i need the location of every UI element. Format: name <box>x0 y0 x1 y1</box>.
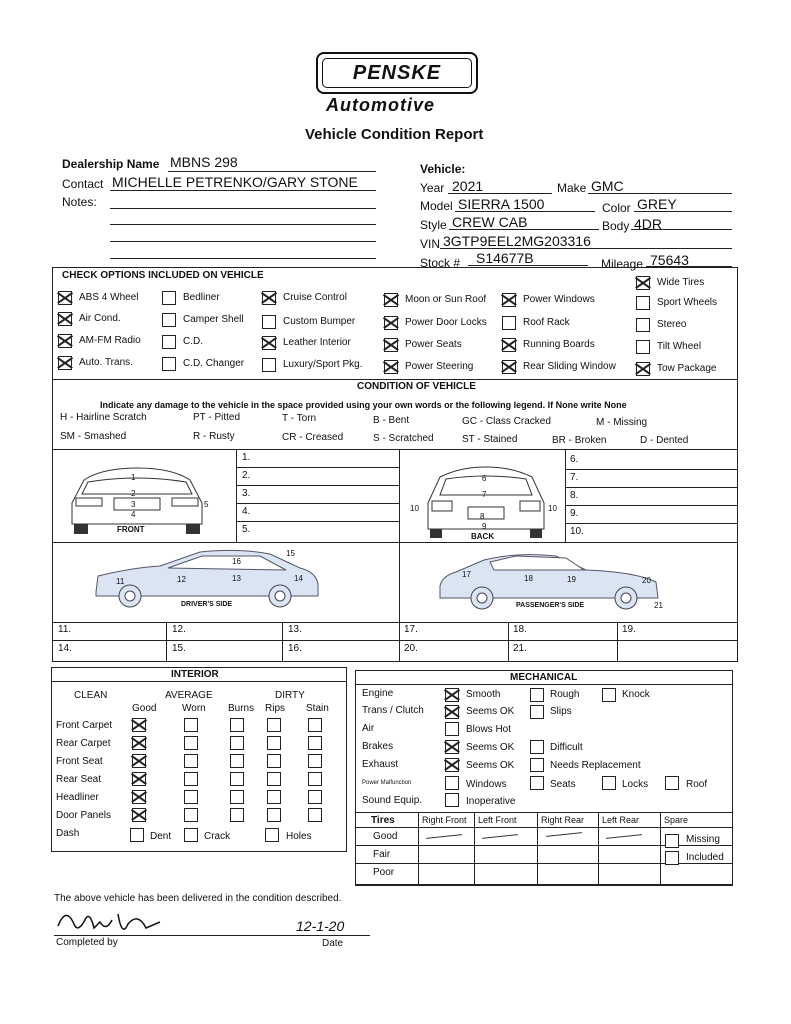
mech-knock: Knock <box>622 689 650 700</box>
back-mark-10-left: 10 <box>410 504 419 513</box>
contact-value[interactable]: MICHELLE PETRENKO/GARY STONE <box>112 174 358 190</box>
option-label-24: Tow Package <box>657 363 717 374</box>
tires-row-1: Fair <box>373 849 391 860</box>
options-title: CHECK OPTIONS INCLUDED ON VEHICLE <box>62 270 264 281</box>
mileage-value[interactable]: 75643 <box>650 252 689 268</box>
color-label: Color <box>602 201 631 215</box>
legend-item-10: ST - Stained <box>462 434 518 445</box>
option-label-22: Power Steering <box>405 361 474 372</box>
option-checkbox-18[interactable] <box>636 340 650 354</box>
passenger-side-diagram <box>436 550 662 610</box>
mech-air: Air <box>362 723 375 734</box>
interior-row-1: Rear Carpet <box>56 738 111 749</box>
spare-missing: Missing <box>686 834 720 845</box>
interior-box-3-2[interactable] <box>230 772 244 786</box>
interior-box-3-3[interactable] <box>267 772 281 786</box>
driver-mark-12: 12 <box>177 575 186 584</box>
mech-rough: Rough <box>550 689 580 700</box>
damage-num-3: 3. <box>242 488 251 499</box>
spare-missing-box[interactable] <box>665 834 679 848</box>
legend-item-1: PT - Pitted <box>193 412 241 423</box>
mech-smooth: Smooth <box>466 689 501 700</box>
interior-average: AVERAGE <box>165 690 213 701</box>
engine-rough-box[interactable] <box>530 688 544 702</box>
power-roof-box[interactable] <box>665 776 679 790</box>
body-label: Body <box>602 219 630 233</box>
damage-num-21: 21. <box>513 643 527 654</box>
date-label: Date <box>322 938 344 949</box>
front-mark-2: 2 <box>131 489 136 498</box>
option-checkbox-5[interactable] <box>636 276 650 290</box>
passenger-mark-20: 20 <box>642 576 651 585</box>
option-checkbox-20[interactable] <box>162 357 176 371</box>
damage-num-10: 10. <box>570 526 584 537</box>
legend-item-8: CR - Creased <box>282 432 344 443</box>
option-label-21: Luxury/Sport Pkg. <box>283 359 363 370</box>
option-label-20: C.D. Changer <box>183 358 245 369</box>
mech-difficult: Difficult <box>550 742 583 753</box>
mech-trans: Trans / Clutch <box>362 705 424 716</box>
mech-seats: Seats <box>550 779 576 790</box>
legend-item-6: SM - Smashed <box>60 431 127 442</box>
option-label-15: Leather Interior <box>283 337 351 348</box>
year-value[interactable]: 2021 <box>452 178 484 194</box>
penske-logo <box>316 52 478 94</box>
interior-box-3-4[interactable] <box>308 772 322 786</box>
option-checkbox-7[interactable] <box>58 312 72 326</box>
interior-box-5-4[interactable] <box>308 808 322 822</box>
vin-label: VIN <box>420 237 441 251</box>
back-mark-9: 9 <box>482 522 487 531</box>
mech-slips: Slips <box>550 706 572 717</box>
interior-box-2-4[interactable] <box>308 754 322 768</box>
interior-title: INTERIOR <box>171 669 219 680</box>
mech-power-mal: Power Malfunction <box>362 780 412 786</box>
interior-box-3-0[interactable] <box>132 772 146 786</box>
body-value[interactable]: 4DR <box>634 216 663 232</box>
back-label: BACK <box>471 532 495 541</box>
option-checkbox-22[interactable] <box>384 360 398 374</box>
year-label: Year <box>420 181 445 195</box>
mech-locks: Locks <box>622 779 649 790</box>
power-windows-box[interactable] <box>445 776 459 790</box>
interior-col-0: Good <box>132 703 157 714</box>
option-label-10: Power Door Locks <box>405 317 487 328</box>
interior-box-0-2[interactable] <box>230 718 244 732</box>
option-label-1: Bedliner <box>183 292 220 303</box>
option-label-18: Tilt Wheel <box>657 341 702 352</box>
tires-row-0: Good <box>373 831 398 842</box>
contact-label: Contact <box>62 177 104 191</box>
exhaust-repl-box[interactable] <box>530 758 544 772</box>
completed-by-label: Completed by <box>56 937 118 948</box>
interior-col-3: Rips <box>265 703 286 714</box>
color-value[interactable]: GREY <box>637 196 677 212</box>
option-checkbox-21[interactable] <box>262 358 276 372</box>
option-label-12: Stereo <box>657 319 687 330</box>
damage-num-11: 11. <box>58 624 72 635</box>
option-checkbox-4[interactable] <box>502 293 516 307</box>
damage-num-19: 19. <box>622 624 636 635</box>
interior-box-4-4[interactable] <box>308 790 322 804</box>
option-checkbox-1[interactable] <box>162 291 176 305</box>
mech-exhaust-ok: Seems OK <box>466 760 515 771</box>
option-checkbox-6[interactable] <box>636 296 650 310</box>
interior-box-0-0[interactable] <box>132 718 146 732</box>
date-value[interactable]: 12-1-20 <box>296 918 345 934</box>
interior-box-5-3[interactable] <box>267 808 281 822</box>
damage-num-18: 18. <box>513 624 527 635</box>
interior-box-1-1[interactable] <box>184 736 198 750</box>
interior-col-4: Stain <box>306 703 329 714</box>
interior-box-3-1[interactable] <box>184 772 198 786</box>
air-blows-box[interactable] <box>445 722 459 736</box>
option-label-5: Wide Tires <box>657 277 705 288</box>
option-label-6: Sport Wheels <box>657 297 718 308</box>
option-checkbox-8[interactable] <box>162 313 176 327</box>
damage-num-7: 7. <box>570 472 579 483</box>
mech-roof: Roof <box>686 779 708 790</box>
front-mark-5: 5 <box>204 500 209 509</box>
option-checkbox-24[interactable] <box>636 362 650 376</box>
interior-box-1-3[interactable] <box>267 736 281 750</box>
option-checkbox-10[interactable] <box>384 316 398 330</box>
damage-num-6: 6. <box>570 454 579 465</box>
option-checkbox-13[interactable] <box>58 334 72 348</box>
passenger-mark-19: 19 <box>567 575 576 584</box>
sound-inop-box[interactable] <box>445 793 459 807</box>
option-checkbox-16[interactable] <box>384 338 398 352</box>
trans-ok-box[interactable] <box>445 705 459 719</box>
engine-smooth-box[interactable] <box>445 688 459 702</box>
mileage-label: Mileage <box>601 257 644 271</box>
option-label-19: Auto. Trans. <box>79 357 133 368</box>
damage-num-14: 14. <box>58 643 72 654</box>
dash-holes: Holes <box>286 831 312 842</box>
mech-needs-repl: Needs Replacement <box>550 760 641 771</box>
interior-box-4-1[interactable] <box>184 790 198 804</box>
power-seats-box[interactable] <box>530 776 544 790</box>
back-mark-7: 7 <box>482 490 487 499</box>
interior-box-2-3[interactable] <box>267 754 281 768</box>
engine-knock-box[interactable] <box>602 688 616 702</box>
driver-mark-14: 14 <box>294 574 303 583</box>
damage-num-16: 16. <box>288 643 302 654</box>
damage-num-1: 1. <box>242 452 251 463</box>
option-checkbox-15[interactable] <box>262 336 276 350</box>
legend-item-0: H - Hairline Scratch <box>60 412 147 423</box>
driver-mark-11: 11 <box>116 577 125 586</box>
option-checkbox-9[interactable] <box>262 315 276 329</box>
front-label: FRONT <box>117 525 145 534</box>
legend-item-7: R - Rusty <box>193 431 235 442</box>
option-label-9: Custom Bumper <box>283 316 356 327</box>
trans-slips-box[interactable] <box>530 705 544 719</box>
damage-num-5: 5. <box>242 524 251 535</box>
mech-engine: Engine <box>362 688 394 699</box>
interior-box-1-4[interactable] <box>308 736 322 750</box>
condition-instruction: Indicate any damage to the vehicle in the space provided using your own words or the following legend. If None write None <box>100 400 627 410</box>
tires-col-2: Left Front <box>478 815 517 825</box>
legend-item-9: S - Scratched <box>373 433 434 444</box>
dash-dent-box[interactable] <box>130 828 144 842</box>
mech-sound: Sound Equip. <box>362 795 423 806</box>
tires-col-1: Right Front <box>422 815 467 825</box>
damage-num-4: 4. <box>242 506 251 517</box>
legend-item-3: B - Bent <box>373 415 410 426</box>
option-label-3: Moon or Sun Roof <box>405 294 487 305</box>
stock-value[interactable]: S14677B <box>476 250 534 266</box>
mech-exhaust: Exhaust <box>362 759 399 770</box>
interior-box-2-1[interactable] <box>184 754 198 768</box>
mech-brakes: Brakes <box>362 741 394 752</box>
model-value[interactable]: SIERRA 1500 <box>458 196 545 212</box>
damage-num-2: 2. <box>242 470 251 481</box>
logo-subtitle: Automotive <box>326 95 435 115</box>
dealership-label: Dealership Name <box>62 157 160 171</box>
logo-brand: PENSKE <box>352 62 442 84</box>
damage-num-20: 20. <box>404 643 418 654</box>
damage-num-15: 15. <box>172 643 186 654</box>
notes-label: Notes: <box>62 195 97 209</box>
tires-col-3: Right Rear <box>541 815 585 825</box>
back-mark-6: 6 <box>482 474 487 483</box>
option-label-0: ABS 4 Wheel <box>79 292 139 303</box>
dash-holes-box[interactable] <box>265 828 279 842</box>
option-checkbox-17[interactable] <box>502 338 516 352</box>
interior-row-4: Headliner <box>56 792 99 803</box>
option-label-4: Power Windows <box>523 294 595 305</box>
interior-box-5-1[interactable] <box>184 808 198 822</box>
interior-row-5: Door Panels <box>56 810 112 821</box>
vin-value[interactable]: 3GTP9EEL2MG203316 <box>443 233 591 249</box>
damage-num-12: 12. <box>172 624 186 635</box>
condition-title: CONDITION OF VEHICLE <box>357 381 476 392</box>
stock-label: Stock # <box>420 256 461 270</box>
tires-col-5: Spare <box>664 815 689 825</box>
option-checkbox-12[interactable] <box>636 318 650 332</box>
interior-box-5-0[interactable] <box>132 808 146 822</box>
interior-clean: CLEAN <box>74 690 108 701</box>
model-label: Model <box>420 199 453 213</box>
option-label-23: Rear Sliding Window <box>523 361 616 372</box>
driver-mark-15: 15 <box>286 549 295 558</box>
interior-box-2-0[interactable] <box>132 754 146 768</box>
make-label: Make <box>557 181 587 195</box>
option-label-7: Air Cond. <box>79 313 121 324</box>
interior-box-1-0[interactable] <box>132 736 146 750</box>
delivery-statement: The above vehicle has been delivered in the condition described. <box>54 893 342 904</box>
dealership-value[interactable]: MBNS 298 <box>170 154 238 170</box>
tires-row-2: Poor <box>373 867 395 878</box>
interior-row-0: Front Carpet <box>56 720 113 731</box>
power-locks-box[interactable] <box>602 776 616 790</box>
passenger-mark-17: 17 <box>462 570 471 579</box>
interior-box-1-2[interactable] <box>230 736 244 750</box>
front-mark-3: 3 <box>131 500 136 509</box>
interior-dirty: DIRTY <box>275 690 305 701</box>
page-title: Vehicle Condition Report <box>305 126 484 143</box>
passenger-mark-18: 18 <box>524 574 533 583</box>
interior-row-2: Front Seat <box>56 756 103 767</box>
option-checkbox-3[interactable] <box>384 293 398 307</box>
option-checkbox-0[interactable] <box>58 291 72 305</box>
passenger-label: PASSENGER'S SIDE <box>516 602 585 609</box>
vehicle-label: Vehicle: <box>420 162 466 176</box>
option-label-11: Roof Rack <box>523 317 570 328</box>
option-checkbox-11[interactable] <box>502 316 516 330</box>
interior-box-0-1[interactable] <box>184 718 198 732</box>
interior-row-3: Rear Seat <box>56 774 102 785</box>
legend-item-2: T - Torn <box>282 413 317 424</box>
driver-mark-16: 16 <box>232 557 241 566</box>
spare-included: Included <box>686 852 724 863</box>
damage-num-13: 13. <box>288 624 302 635</box>
mech-blows-hot: Blows Hot <box>466 724 512 735</box>
mechanical-title: MECHANICAL <box>510 672 578 683</box>
interior-box-5-2[interactable] <box>230 808 244 822</box>
tires-col-0: Tires <box>371 815 395 826</box>
interior-box-4-0[interactable] <box>132 790 146 804</box>
damage-num-8: 8. <box>570 490 579 501</box>
front-mark-4: 4 <box>131 510 136 519</box>
option-label-16: Power Seats <box>405 339 462 350</box>
style-label: Style <box>420 218 447 232</box>
interior-col-1: Worn <box>182 703 206 714</box>
interior-dash: Dash <box>56 828 80 839</box>
passenger-mark-21: 21 <box>654 601 663 610</box>
mech-trans-ok: Seems OK <box>466 706 515 717</box>
interior-box-0-4[interactable] <box>308 718 322 732</box>
legend-item-4: GC - Class Cracked <box>462 416 551 427</box>
option-checkbox-14[interactable] <box>162 335 176 349</box>
driver-label: DRIVER'S SIDE <box>181 601 233 608</box>
dash-crack-box[interactable] <box>184 828 198 842</box>
legend-item-5: M - Missing <box>596 417 648 428</box>
mech-brakes-ok: Seems OK <box>466 742 515 753</box>
mech-inoperative: Inoperative <box>466 796 516 807</box>
option-checkbox-19[interactable] <box>58 356 72 370</box>
option-label-14: C.D. <box>183 336 203 347</box>
damage-num-9: 9. <box>570 508 579 519</box>
option-label-8: Camper Shell <box>183 314 244 325</box>
option-label-2: Cruise Control <box>283 292 347 303</box>
damage-num-17: 17. <box>404 624 418 635</box>
brakes-difficult-box[interactable] <box>530 740 544 754</box>
back-mark-10-right: 10 <box>548 504 557 513</box>
back-mark-8: 8 <box>480 512 485 521</box>
interior-box-4-2[interactable] <box>230 790 244 804</box>
option-checkbox-2[interactable] <box>262 291 276 305</box>
option-checkbox-23[interactable] <box>502 360 516 374</box>
dash-dent: Dent <box>150 831 172 842</box>
spare-included-box[interactable] <box>665 851 679 865</box>
interior-col-2: Burns <box>228 703 255 714</box>
interior-box-2-2[interactable] <box>230 754 244 768</box>
interior-box-4-3[interactable] <box>267 790 281 804</box>
legend-item-12: D - Dented <box>640 435 689 446</box>
legend-item-11: BR - Broken <box>552 435 607 446</box>
interior-box-0-3[interactable] <box>267 718 281 732</box>
brakes-ok-box[interactable] <box>445 740 459 754</box>
option-label-13: AM-FM Radio <box>79 335 141 346</box>
style-value[interactable]: CREW CAB <box>452 214 528 230</box>
driver-mark-13: 13 <box>232 574 241 583</box>
tires-col-4: Left Rear <box>602 815 640 825</box>
dash-crack: Crack <box>204 831 231 842</box>
option-label-17: Running Boards <box>523 339 595 350</box>
mech-windows: Windows <box>466 779 507 790</box>
exhaust-ok-box[interactable] <box>445 758 459 772</box>
front-mark-1: 1 <box>131 473 136 482</box>
make-value[interactable]: GMC <box>591 178 624 194</box>
